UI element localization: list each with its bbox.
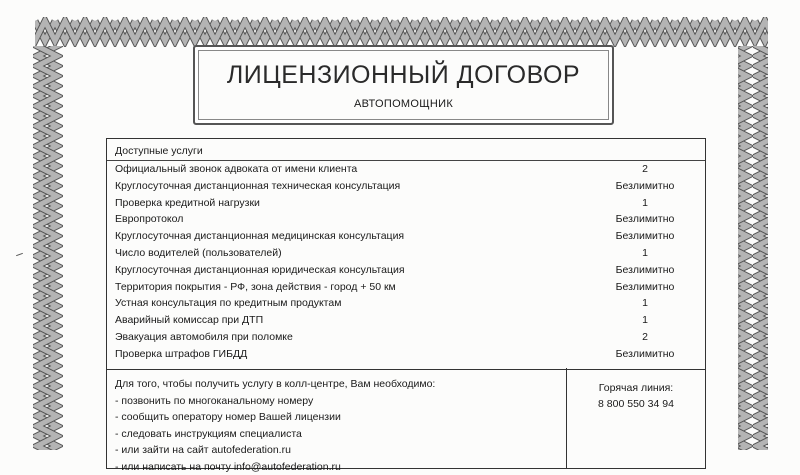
service-name: Аварийный комиссар при ДТП <box>115 314 263 326</box>
service-value: Безлимитно <box>595 230 695 242</box>
service-value: 1 <box>595 197 695 209</box>
service-value: Безлимитно <box>595 281 695 293</box>
service-row <box>115 348 705 365</box>
service-row <box>115 247 705 264</box>
service-value: 1 <box>595 297 695 309</box>
border-right <box>738 46 768 450</box>
service-name: Эвакуация автомобиля при поломке <box>115 331 293 343</box>
service-row <box>115 297 705 314</box>
service-row <box>115 197 705 214</box>
service-value: 1 <box>595 247 695 259</box>
services-table <box>106 138 706 370</box>
hotline-number: 8 800 550 34 94 <box>567 396 705 412</box>
service-name: Официальный звонок адвоката от имени клиента <box>115 163 357 175</box>
service-value: 2 <box>595 163 695 175</box>
instructions-box <box>106 368 706 469</box>
service-name: Круглосуточная дистанционная юридическая консультация <box>115 264 405 276</box>
service-row <box>115 331 705 348</box>
service-value: 2 <box>595 331 695 343</box>
service-name: Европротокол <box>115 213 183 225</box>
service-name: Круглосуточная дистанционная техническая консультация <box>115 180 400 192</box>
service-row <box>115 163 705 180</box>
service-name: Проверка штрафов ГИБДД <box>115 348 247 360</box>
service-value: Безлимитно <box>595 348 695 360</box>
instruction-step: - или написать на почту info@autofederation.ru <box>115 459 435 475</box>
service-value: Безлимитно <box>595 180 695 192</box>
service-row <box>115 314 705 331</box>
service-row <box>115 264 705 281</box>
instruction-step: - следовать инструкциям специалиста <box>115 426 435 443</box>
service-row <box>115 281 705 298</box>
instruction-step: - сообщить оператору номер Вашей лицензии <box>115 409 435 426</box>
instructions-intro: Для того, чтобы получить услугу в колл-центре, Вам необходимо: <box>115 376 435 393</box>
service-value: 1 <box>595 314 695 326</box>
instructions <box>115 376 435 475</box>
service-name: Круглосуточная дистанционная медицинская консультация <box>115 230 404 242</box>
title-box <box>193 45 614 125</box>
border-top <box>35 17 768 47</box>
document-subtitle: АВТОПОМОЩНИК <box>195 98 612 110</box>
service-name: Число водителей (пользователей) <box>115 247 282 259</box>
service-name: Проверка кредитной нагрузки <box>115 197 260 209</box>
service-row <box>115 180 705 197</box>
service-row <box>115 230 705 247</box>
service-row <box>115 213 705 230</box>
border-left <box>33 46 63 450</box>
service-value: Безлимитно <box>595 264 695 276</box>
service-value: Безлимитно <box>595 213 695 225</box>
services-heading: Доступные услуги <box>115 145 203 157</box>
instruction-step: - позвонить по многоканальному номеру <box>115 393 435 410</box>
instruction-step: - или зайти на сайт autofederation.ru <box>115 442 435 459</box>
service-name: Территория покрытия - РФ, зона действия - город + 50 км <box>115 281 396 293</box>
document-title: ЛИЦЕНЗИОННЫЙ ДОГОВОР <box>195 61 612 90</box>
service-name: Устная консультация по кредитным продуктам <box>115 297 341 309</box>
header-divider <box>107 160 705 161</box>
hotline <box>567 380 705 412</box>
hotline-label: Горячая линия: <box>567 380 705 396</box>
